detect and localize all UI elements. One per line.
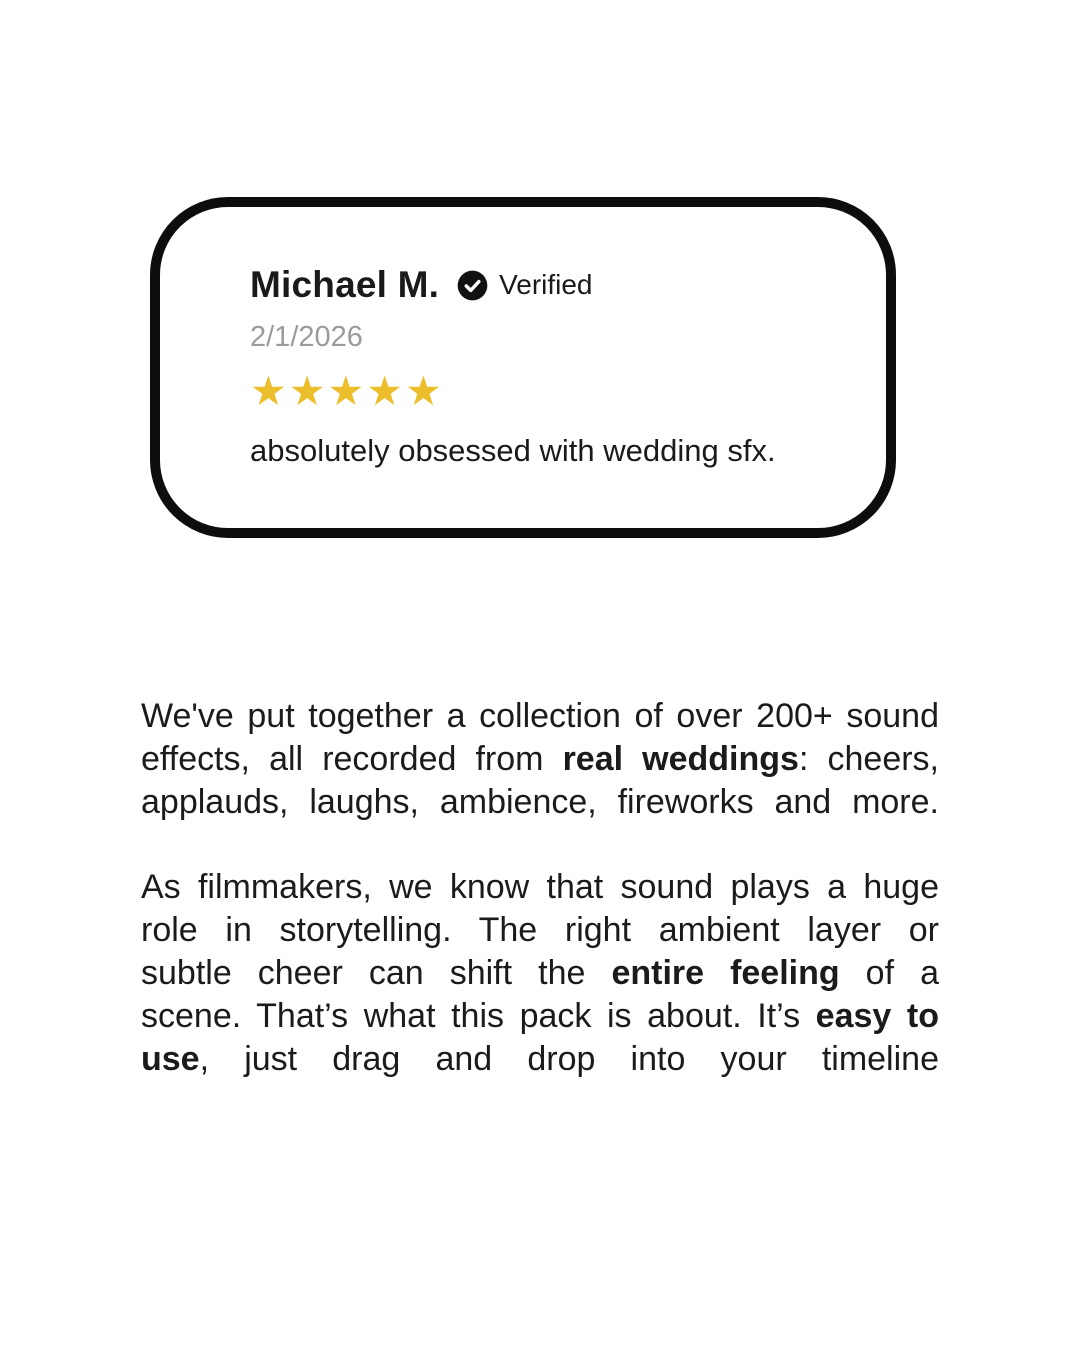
verified-badge: [457, 269, 592, 301]
review-date: 2/1/2026: [250, 321, 363, 353]
text-line: effects, all recorded from real weddings: cheers,: [141, 740, 940, 778]
verified-check-icon: [457, 270, 488, 301]
description-paragraph-2: [141, 866, 939, 1081]
text-line: use, just drag and drop into your timeline: [141, 1040, 939, 1078]
review-text: absolutely obsessed with wedding sfx.: [250, 433, 776, 468]
text-line: role in storytelling. The right ambient layer or: [141, 911, 939, 949]
review-card: [150, 197, 896, 538]
description-paragraph-1: [141, 695, 939, 824]
text-line: As filmmakers, we know that sound plays a huge: [141, 868, 939, 906]
text-line: We've put together a collection of over 200+ sound: [141, 697, 939, 735]
reviewer-name-row: [250, 263, 826, 307]
text-line: applauds, laughs, ambience, fireworks and more.: [141, 783, 939, 821]
star-rating: ★★★★★: [250, 368, 444, 414]
text-line: subtle cheer can shift the entire feeling of a: [141, 954, 939, 992]
verified-label: Verified: [499, 269, 593, 300]
text-line: scene. That’s what this pack is about. It’s easy to: [141, 997, 939, 1035]
product-description: [141, 695, 939, 1081]
reviewer-name: Michael M.: [250, 264, 440, 305]
